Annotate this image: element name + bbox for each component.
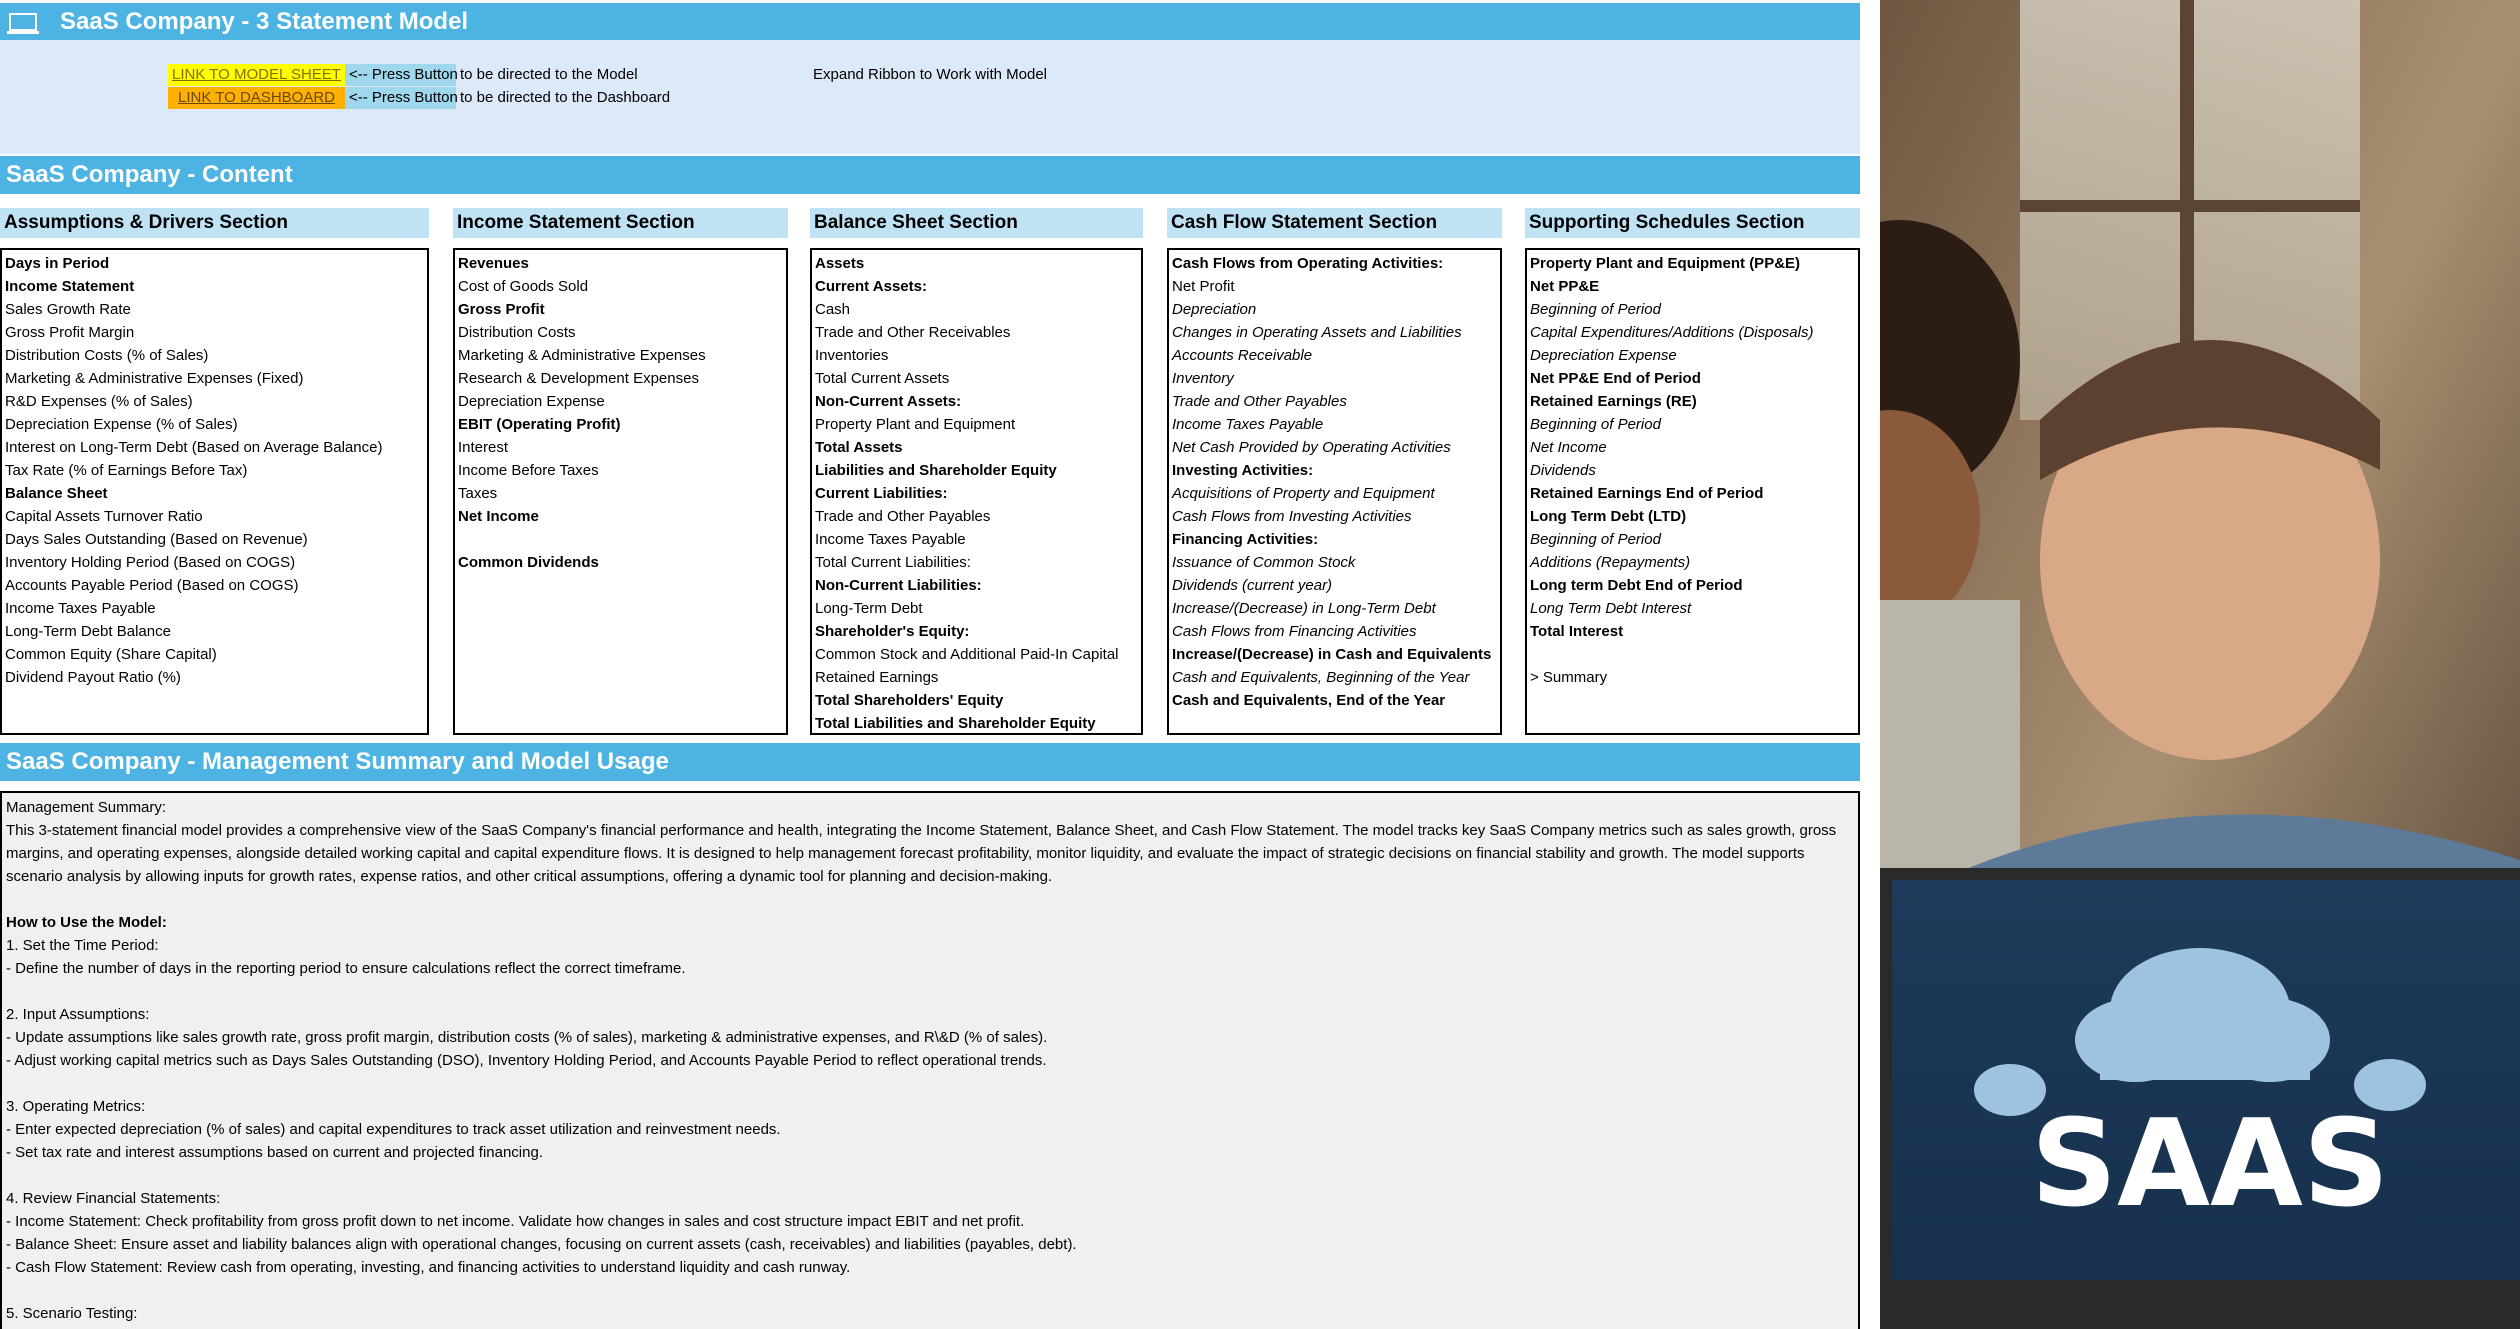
summary-header: SaaS Company - Management Summary and Model Usage xyxy=(0,743,1860,781)
list-item: Long Term Debt Interest xyxy=(1530,600,1692,617)
summary-line xyxy=(6,888,1858,911)
summary-line: 1. Set the Time Period: xyxy=(6,937,159,954)
summary-line: - Update assumptions like sales growth rate, gross profit margin, distribution costs (% of sales), marketing & administrative expenses, and R\&D (% of sales). xyxy=(6,1029,1048,1046)
list-item: Income Statement xyxy=(5,278,135,295)
summary-line: - Adjust working capital metrics such as Days Sales Outstanding (DSO), Inventory Holding Period, and Accounts Payable Period to reflect operational trends. xyxy=(6,1052,1047,1069)
list-item: Financing Activities: xyxy=(1172,531,1319,548)
balance-sheet-list xyxy=(810,248,1143,735)
summary-line: How to Use the Model: xyxy=(6,914,167,931)
list-item: Liabilities and Shareholder Equity xyxy=(815,462,1057,479)
summary-line: - Income Statement: Check profitability from gross profit down to net income. Validate how changes in sales and cost structure impact EBIT and net profit. xyxy=(6,1213,1025,1230)
summary-line xyxy=(6,1279,1858,1302)
list-item: Cash xyxy=(815,301,851,318)
list-item: Net Income xyxy=(1530,439,1607,456)
list-item: Capital Assets Turnover Ratio xyxy=(5,508,203,525)
list-item: Increase/(Decrease) in Cash and Equivalents xyxy=(1172,646,1492,663)
dashboard-link[interactable]: LINK TO DASHBOARD xyxy=(168,87,345,109)
summary-line xyxy=(6,1164,1858,1187)
list-item: > Summary xyxy=(1530,669,1608,686)
list-item: Net PP&E End of Period xyxy=(1530,370,1701,387)
list-item: Long Term Debt (LTD) xyxy=(1530,508,1687,525)
list-item: Non-Current Liabilities: xyxy=(815,577,982,594)
summary-line: - Enter expected depreciation (% of sales) and capital expenditures to track asset utilization and reinvestment needs. xyxy=(6,1121,781,1138)
list-item xyxy=(458,528,786,551)
list-item: Beginning of Period xyxy=(1530,416,1661,433)
summary-line xyxy=(6,980,1858,1003)
list-item: Net PP&E xyxy=(1530,278,1600,295)
list-item: Trade and Other Payables xyxy=(815,508,991,525)
list-item: Trade and Other Payables xyxy=(1172,393,1347,410)
list-item: Marketing & Administrative Expenses (Fixed) xyxy=(5,370,304,387)
list-item: Assets xyxy=(815,255,865,272)
list-item: Distribution Costs (% of Sales) xyxy=(5,347,209,364)
list-item: Gross Profit xyxy=(458,301,545,318)
summary-line: 3. Operating Metrics: xyxy=(6,1098,146,1115)
list-item: Accounts Receivable xyxy=(1172,347,1313,364)
list-item: R&D Expenses (% of Sales) xyxy=(5,393,193,410)
list-item: Net Cash Provided by Operating Activities xyxy=(1172,439,1451,456)
list-item: Total Liabilities and Shareholder Equity xyxy=(815,715,1096,732)
summary-line: - Define the number of days in the reporting period to ensure calculations reflect the correct timeframe. xyxy=(6,960,686,977)
list-item: Depreciation xyxy=(1172,301,1257,318)
list-item: Common Equity (Share Capital) xyxy=(5,646,217,663)
section-header-supporting-schedules: Supporting Schedules Section xyxy=(1525,208,1860,238)
summary-line: Management Summary: xyxy=(6,799,167,816)
list-item: Beginning of Period xyxy=(1530,531,1661,548)
list-item: Issuance of Common Stock xyxy=(1172,554,1356,571)
assumptions-list xyxy=(0,248,429,735)
list-item: EBIT (Operating Profit) xyxy=(458,416,621,433)
list-item: Property Plant and Equipment (PP&E) xyxy=(1530,255,1801,272)
list-item: Accounts Payable Period (Based on COGS) xyxy=(5,577,299,594)
list-item: Net Income xyxy=(458,508,539,525)
laptop-icon xyxy=(6,10,40,34)
list-item: Common Dividends xyxy=(458,554,599,571)
summary-line: - Balance Sheet: Ensure asset and liability balances align with operational changes, focusing on current assets (cash, receivables) and liabilities (payables, debt). xyxy=(6,1236,1077,1253)
list-item: Net Profit xyxy=(1172,278,1235,295)
list-item: Taxes xyxy=(458,485,498,502)
list-item: Dividends (current year) xyxy=(1172,577,1333,594)
management-summary xyxy=(0,791,1860,1329)
list-item: Cost of Goods Sold xyxy=(458,278,589,295)
model-sheet-link[interactable]: LINK TO MODEL SHEET xyxy=(168,64,345,86)
list-item: Days in Period xyxy=(5,255,110,272)
list-item: Retained Earnings End of Period xyxy=(1530,485,1764,502)
list-item: Depreciation Expense xyxy=(458,393,605,410)
list-item: Additions (Repayments) xyxy=(1530,554,1691,571)
laptop-text: SAAS xyxy=(2030,1095,2390,1234)
list-item: Cash and Equivalents, Beginning of the Year xyxy=(1172,669,1470,686)
list-item: Investing Activities: xyxy=(1172,462,1314,479)
list-item: Balance Sheet xyxy=(5,485,108,502)
list-item: Long term Debt End of Period xyxy=(1530,577,1743,594)
list-item: Depreciation Expense xyxy=(1530,347,1677,364)
list-item: Cash Flows from Operating Activities: xyxy=(1172,255,1444,272)
list-item xyxy=(1530,643,1858,666)
list-item: Long-Term Debt xyxy=(815,600,923,617)
list-item: Income Taxes Payable xyxy=(1172,416,1324,433)
list-item: Property Plant and Equipment xyxy=(815,416,1016,433)
list-item: Interest xyxy=(458,439,509,456)
saas-photo xyxy=(1880,0,2520,1329)
summary-line xyxy=(6,1072,1858,1095)
page-title: SaaS Company - 3 Statement Model xyxy=(60,8,469,35)
list-item: Income Taxes Payable xyxy=(5,600,156,617)
cash-flow-list xyxy=(1167,248,1502,735)
press-button-label-2: <-- Press Button xyxy=(345,87,456,109)
list-item: Dividends xyxy=(1530,462,1596,479)
supporting-schedules-list xyxy=(1525,248,1860,735)
list-item: Research & Development Expenses xyxy=(458,370,699,387)
list-item: Income Taxes Payable xyxy=(815,531,966,548)
list-item: Interest on Long-Term Debt (Based on Average Balance) xyxy=(5,439,383,456)
list-item: Total Shareholders' Equity xyxy=(815,692,1004,709)
list-item: Non-Current Assets: xyxy=(815,393,962,410)
list-item: Increase/(Decrease) in Long-Term Debt xyxy=(1172,600,1436,617)
section-header-assumptions: Assumptions & Drivers Section xyxy=(0,208,429,238)
section-header-balance-sheet: Balance Sheet Section xyxy=(810,208,1143,238)
list-item: Cash and Equivalents, End of the Year xyxy=(1172,692,1446,709)
list-item: Tax Rate (% of Earnings Before Tax) xyxy=(5,462,248,479)
list-item: Shareholder's Equity: xyxy=(815,623,970,640)
list-item: Current Assets: xyxy=(815,278,927,295)
summary-line: - Cash Flow Statement: Review cash from operating, investing, and financing activities to understand liquidity and cash runway. xyxy=(6,1259,851,1276)
list-item: Current Liabilities: xyxy=(815,485,948,502)
list-item: Distribution Costs xyxy=(458,324,576,341)
list-item: Total Interest xyxy=(1530,623,1624,640)
model-note: to be directed to the Model xyxy=(460,66,638,83)
section-header-cash-flow: Cash Flow Statement Section xyxy=(1167,208,1502,238)
list-item: Capital Expenditures/Additions (Disposals) xyxy=(1530,324,1814,341)
list-item: Gross Profit Margin xyxy=(5,324,135,341)
ribbon-note: Expand Ribbon to Work with Model xyxy=(813,66,1048,83)
list-item: Sales Growth Rate xyxy=(5,301,131,318)
list-item: Depreciation Expense (% of Sales) xyxy=(5,416,238,433)
list-item: Trade and Other Receivables xyxy=(815,324,1011,341)
list-item: Revenues xyxy=(458,255,529,272)
list-item: Common Stock and Additional Paid-In Capital xyxy=(815,646,1119,663)
list-item: Inventory xyxy=(1172,370,1234,387)
list-item: Acquisitions of Property and Equipment xyxy=(1172,485,1435,502)
content-header: SaaS Company - Content xyxy=(0,156,1860,194)
list-item: Changes in Operating Assets and Liabilities xyxy=(1172,324,1462,341)
dashboard-note: to be directed to the Dashboard xyxy=(460,89,671,106)
list-item: Inventory Holding Period (Based on COGS) xyxy=(5,554,296,571)
summary-line: 5. Scenario Testing: xyxy=(6,1305,138,1322)
list-item: Marketing & Administrative Expenses xyxy=(458,347,706,364)
list-item: Beginning of Period xyxy=(1530,301,1661,318)
list-item: Retained Earnings xyxy=(815,669,939,686)
list-item: Total Current Assets xyxy=(815,370,950,387)
summary-line: 2. Input Assumptions: xyxy=(6,1006,150,1023)
title-bar xyxy=(0,3,1860,41)
list-item: Cash Flows from Financing Activities xyxy=(1172,623,1417,640)
income-statement-list xyxy=(453,248,788,735)
list-item: Cash Flows from Investing Activities xyxy=(1172,508,1412,525)
section-header-income-statement: Income Statement Section xyxy=(453,208,788,238)
press-button-label-1: <-- Press Button xyxy=(345,64,456,86)
list-item: Inventories xyxy=(815,347,889,364)
summary-line: This 3-statement financial model provides a comprehensive view of the SaaS Company's financial performance and health, integrating the Income Statement, Balance Sheet, and Cash Flow Statement. The model tracks key SaaS Company metrics such as sales growth, gross margins, and operating expenses, alongside detailed working capital and capital expenditure flows. It is designed to help management forecast profitability, monitor liquidity, and evaluate the impact of strategic decisions on financial stability and growth. The model supports scenario analysis by allowing inputs for growth rates, expense ratios, and other critical assumptions, offering a dynamic tool for planning and decision-making. xyxy=(6,822,1837,885)
list-item: Retained Earnings (RE) xyxy=(1530,393,1697,410)
list-item: Days Sales Outstanding (Based on Revenue) xyxy=(5,531,308,548)
summary-line: - Set tax rate and interest assumptions based on current and projected financing. xyxy=(6,1144,543,1161)
list-item: Total Assets xyxy=(815,439,903,456)
list-item: Dividend Payout Ratio (%) xyxy=(5,669,181,686)
summary-line: 4. Review Financial Statements: xyxy=(6,1190,221,1207)
list-item: Total Current Liabilities: xyxy=(815,554,971,571)
list-item: Long-Term Debt Balance xyxy=(5,623,171,640)
list-item: Income Before Taxes xyxy=(458,462,599,479)
